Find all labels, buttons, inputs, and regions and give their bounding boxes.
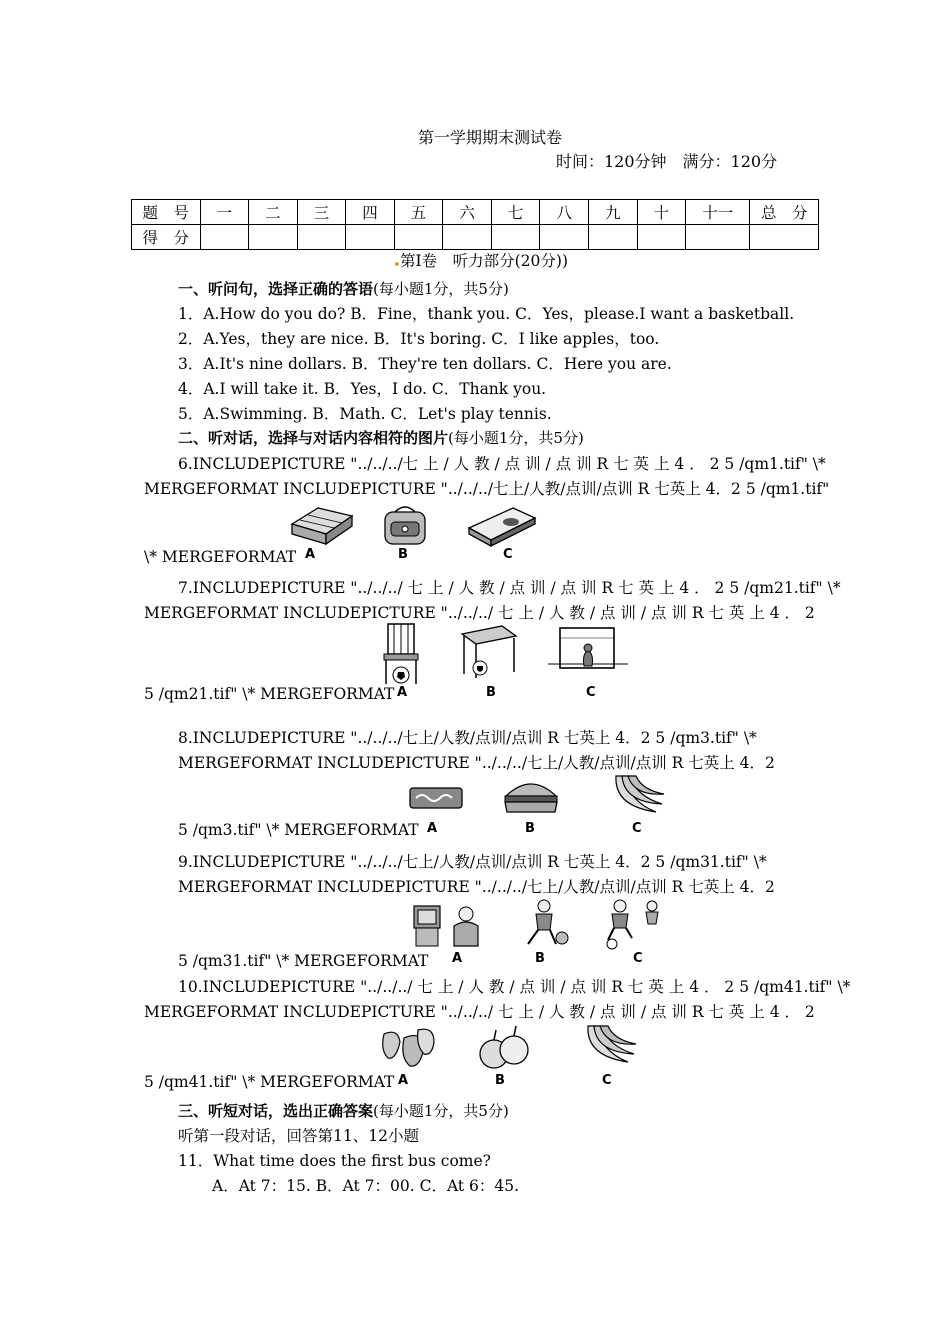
option-label-a: A [398,1073,409,1088]
question-6-line3: \* MERGEFORMAT [144,548,297,566]
table-cell: 一 [200,200,249,225]
table-cell: 七 [491,200,540,225]
option-label-a: A [452,951,463,966]
question-11-options: A．At 7：15. B．At 7：00. C．At 6：45. [212,1177,520,1195]
bananas-icon [582,1022,638,1072]
section1-note: (每小题1分，共5分) [373,280,509,298]
question-4: 4．A.I will take it. B．Yes，I do. C．Thank you. [178,380,547,398]
goal-with-toy-icon [548,624,628,678]
option-label-c: C [633,951,643,966]
bananas-icon [610,772,666,820]
table-cell: 总 分 [750,200,819,225]
score-cell[interactable] [443,225,492,250]
table-cell: 三 [297,200,346,225]
score-cell[interactable] [637,225,686,250]
score-cell[interactable] [491,225,540,250]
table-cell: 四 [346,200,395,225]
chair-with-ball-icon [378,622,424,686]
table-cell: 十 [637,200,686,225]
playing-soccer-icon [602,898,668,950]
question-7-line3: 5 /qm21.tif" \* MERGEFORMAT [144,685,395,703]
option-label-c: C [632,821,642,836]
table-cell: 五 [394,200,443,225]
question-5: 5．A.Swimming. B．Math. C．Let's play tennis. [178,405,552,423]
option-label-c: C [503,547,513,562]
question-9-line1: 9.INCLUDEPICTURE "../../../七上/人教/点训/点训 R 七英上 4．2 5 /qm31.tif" \* [178,853,767,871]
score-cell[interactable] [297,225,346,250]
question-2: 2．A.Yes，they are nice. B．It's boring. C．I like apples，too. [178,330,660,348]
table-cell: 九 [589,200,638,225]
table-with-ball-icon [458,624,520,680]
option-label-b: B [495,1073,505,1088]
pencil-case-icon [465,502,540,548]
score-cell[interactable] [540,225,589,250]
question-6-line2: MERGEFORMAT INCLUDEPICTURE "../../../七上/人教/点训/点训 R 七英上 4．2 5 /qm1.tif" [144,480,830,498]
question-6-line1: 6.INCLUDEPICTURE "../../../七 上 / 人 教 / 点 训 / 点 训 R 七 英 上 4 ． 2 5 /qm1.tif" \* [178,455,826,473]
question-9-line3: 5 /qm31.tif" \* MERGEFORMAT [178,952,429,970]
question-10-line3: 5 /qm41.tif" \* MERGEFORMAT [144,1073,395,1091]
playing-basketball-icon [514,898,570,950]
table-cell: 八 [540,200,589,225]
question-1: 1．A.How do you do? B．Fine，thank you. C．Yes，please.I want a basketball. [178,305,795,323]
question-8-line2: MERGEFORMAT INCLUDEPICTURE "../../../七上/人教/点训/点训 R 七英上 4．2 [178,754,775,772]
section3-intro: 听第一段对话，回答第11、12小题 [178,1127,419,1145]
score-cell[interactable] [394,225,443,250]
table-cell: 题 号 [132,200,201,225]
section1-heading [178,279,509,299]
school-bag-icon [375,502,435,548]
ice-cream-bar-icon [408,784,464,812]
question-11: 11．What time does the first bus come? [178,1152,491,1170]
table-cell: 二 [249,200,298,225]
option-label-c: C [586,685,596,700]
table-row [132,200,819,225]
score-cell[interactable] [750,225,819,250]
question-10-line1: 10.INCLUDEPICTURE "../../../ 七 上 / 人 教 / 点 训 / 点 训 R 七 英 上 4 ． 2 5 /qm41.tif" \* [178,978,851,996]
section3-heading [178,1101,509,1121]
score-cell[interactable] [200,225,249,250]
score-cell[interactable] [589,225,638,250]
section3-note: (每小题1分，共5分) [373,1102,509,1120]
part1-title: 第Ⅰ卷 听力部分(20分)) [400,252,568,270]
table-row [132,225,819,250]
watching-tv-icon [412,900,488,950]
hamburger-icon [502,776,560,816]
page-title: 第一学期期末测试卷 [417,128,562,147]
option-label-a: A [305,547,316,562]
table-cell: 十一 [686,200,750,225]
question-7-line2: MERGEFORMAT INCLUDEPICTURE "../../../ 七 上 / 人 教 / 点 训 / 点 训 R 七 英 上 4 ． 2 [144,604,815,622]
book-icon [288,502,356,548]
table-cell: 六 [443,200,492,225]
section2-heading [178,428,584,448]
option-label-b: B [398,547,408,562]
option-label-a: A [427,821,438,836]
table-cell: 得 分 [132,225,201,250]
time-info: 时间：120分钟 满分：120分 [556,152,778,171]
option-label-a: A [397,685,408,700]
marker-dot [395,262,399,266]
option-label-b: B [525,821,535,836]
option-label-b: B [535,951,545,966]
score-table [131,199,819,250]
question-10-line2: MERGEFORMAT INCLUDEPICTURE "../../../ 七 上 / 人 教 / 点 训 / 点 训 R 七 英 上 4 ． 2 [144,1003,815,1021]
option-label-b: B [486,685,496,700]
question-7-line1: 7.INCLUDEPICTURE "../../../ 七 上 / 人 教 / 点 训 / 点 训 R 七 英 上 4 ． 2 5 /qm21.tif" \* [178,579,841,597]
section1-title: 一、听问句，选择正确的答语 [178,280,374,298]
score-cell[interactable] [249,225,298,250]
apples-icon [476,1022,532,1072]
score-cell[interactable] [346,225,395,250]
section3-title: 三、听短对话，选出正确答案 [178,1102,374,1120]
section2-title: 二、听对话，选择与对话内容相符的图片 [178,429,449,447]
question-9-line2: MERGEFORMAT INCLUDEPICTURE "../../../七上/人教/点训/点训 R 七英上 4．2 [178,878,775,896]
strawberries-icon [378,1020,438,1072]
section2-note: (每小题1分，共5分) [448,429,584,447]
score-cell[interactable] [686,225,750,250]
option-label-c: C [602,1073,612,1088]
question-3: 3．A.It's nine dollars. B．They're ten dollars. C．Here you are. [178,355,672,373]
question-8-line1: 8.INCLUDEPICTURE "../../../七上/人教/点训/点训 R 七英上 4．2 5 /qm3.tif" \* [178,729,757,747]
question-8-line3: 5 /qm3.tif" \* MERGEFORMAT [178,821,419,839]
